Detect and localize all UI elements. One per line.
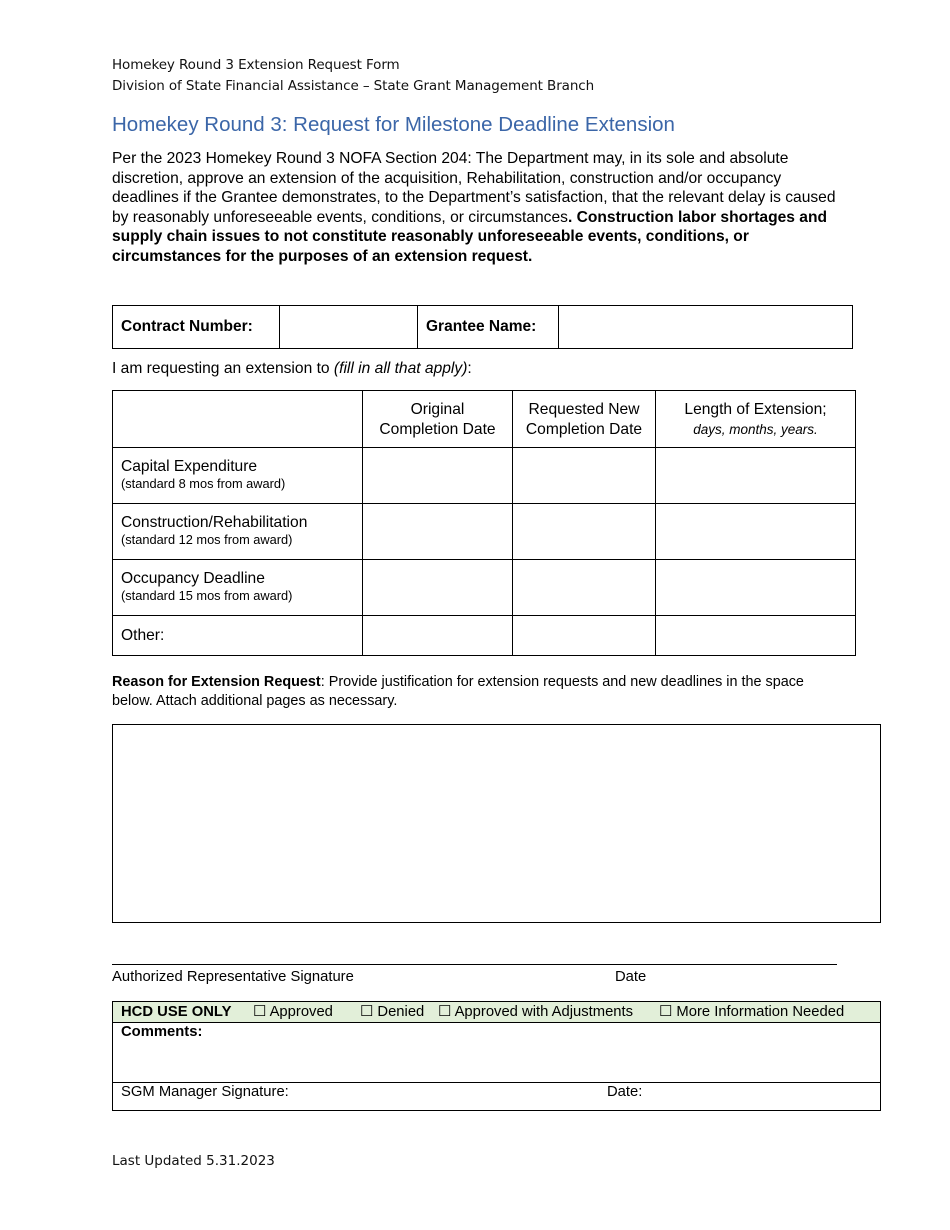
last-updated-footer: Last Updated 5.31.2023 — [112, 1153, 275, 1169]
checkbox-label: Approved — [269, 1004, 333, 1020]
column-header-line1: Original — [410, 401, 465, 418]
reason-description: : Provide justification for extension requests and new deadlines in the space below. Attach additional pages as necessary. — [112, 674, 804, 709]
requested-date-input[interactable] — [513, 504, 656, 560]
column-header-requested — [513, 391, 656, 448]
denied-checkbox[interactable] — [360, 1002, 424, 1022]
hcd-status-bar — [113, 1002, 880, 1023]
division-header: Division of State Financial Assistance – State Grant Management Branch — [112, 78, 595, 94]
row-label: Other: — [121, 627, 165, 644]
column-header-length — [656, 391, 856, 448]
intro-paragraph — [112, 149, 837, 267]
contract-number-field[interactable] — [280, 306, 418, 349]
extension-length-input[interactable] — [656, 504, 856, 560]
row-note: (standard 8 mos from award) — [121, 476, 286, 491]
checkbox-label: More Information Needed — [676, 1004, 845, 1020]
requested-date-input[interactable] — [513, 616, 656, 656]
approved-with-adjustments-checkbox[interactable] — [438, 1002, 633, 1022]
request-suffix: : — [467, 360, 472, 377]
grantee-name-label: Grantee Name: — [418, 306, 559, 349]
row-note: (standard 15 mos from award) — [121, 588, 293, 603]
row-label: Construction/Rehabilitation — [121, 514, 308, 531]
column-header-line1: Requested New — [528, 401, 640, 418]
checkbox-icon: ☐ — [659, 1004, 673, 1020]
row-note: (standard 12 mos from award) — [121, 532, 293, 547]
reason-label: Reason for Extension Request — [112, 674, 321, 690]
table-row — [113, 560, 856, 616]
original-date-input[interactable] — [363, 504, 513, 560]
requested-date-input[interactable] — [513, 560, 656, 616]
row-label-cell — [113, 448, 363, 504]
column-header-line2: days, months, years. — [693, 422, 818, 437]
original-date-input[interactable] — [363, 448, 513, 504]
signature-line[interactable] — [112, 964, 837, 965]
checkbox-icon: ☐ — [438, 1004, 452, 1020]
column-header-line1: Length of Extension; — [684, 401, 827, 418]
checkbox-label: Denied — [377, 1004, 425, 1020]
checkbox-icon: ☐ — [360, 1004, 374, 1020]
reason-instruction — [112, 673, 832, 711]
manager-divider — [113, 1082, 880, 1083]
intro-regular-text: Per the 2023 Homekey Round 3 NOFA Section 204: The Department may, in its sole and absolute discretion, approve an extension of the acquisition, Rehabilitation, construction and/or occupancy deadlines if the Grantee demonstrates, to the Department’s satisfaction, that the relevant delay is caused by reasonably unforeseeable events, conditions, or circumstances — [112, 150, 836, 226]
page-title: Homekey Round 3: Request for Milestone Deadline Extension — [112, 113, 675, 136]
requested-date-input[interactable] — [513, 448, 656, 504]
contract-number-label: Contract Number: — [113, 306, 280, 349]
request-instruction — [112, 360, 472, 378]
checkbox-icon: ☐ — [253, 1004, 267, 1020]
table-row — [113, 616, 856, 656]
row-label: Occupancy Deadline — [121, 570, 265, 587]
original-date-input[interactable] — [363, 560, 513, 616]
form-name-header: Homekey Round 3 Extension Request Form — [112, 57, 400, 73]
row-label-cell — [113, 504, 363, 560]
row-label: Capital Expenditure — [121, 458, 258, 475]
extension-length-input[interactable] — [656, 448, 856, 504]
manager-date-label: Date: — [607, 1084, 643, 1100]
column-header-line2: Completion Date — [525, 421, 643, 438]
more-information-checkbox[interactable] — [659, 1002, 844, 1022]
approved-checkbox[interactable] — [253, 1002, 333, 1022]
signature-label: Authorized Representative Signature — [112, 969, 354, 985]
hcd-title: HCD USE ONLY — [121, 1004, 232, 1020]
extension-table-header — [113, 391, 856, 448]
manager-signature-label: SGM Manager Signature: — [121, 1084, 289, 1100]
reason-input-box[interactable] — [112, 724, 881, 923]
header-empty-cell — [113, 391, 363, 448]
grantee-name-field[interactable] — [559, 306, 853, 349]
row-label-cell — [113, 560, 363, 616]
request-prefix: I am requesting an extension to — [112, 360, 334, 377]
column-header-line2: Completion Date — [379, 421, 496, 438]
extension-table — [112, 390, 856, 656]
intro-bold-text: . Construction labor shortages and supply chain issues to not constitute reasonably unforeseeable events, conditions, or circumstances for the purposes of an extension request. — [112, 208, 827, 265]
extension-length-input[interactable] — [656, 616, 856, 656]
checkbox-label: Approved with Adjustments — [454, 1004, 634, 1020]
hcd-use-only-box — [112, 1001, 881, 1111]
contract-info-table — [112, 305, 853, 349]
row-label-cell — [113, 616, 363, 656]
table-row — [113, 504, 856, 560]
signature-date-label: Date — [615, 969, 647, 985]
request-italic: (fill in all that apply) — [333, 360, 468, 377]
table-row — [113, 448, 856, 504]
original-date-input[interactable] — [363, 616, 513, 656]
comments-label: Comments: — [121, 1024, 203, 1040]
column-header-original — [363, 391, 513, 448]
extension-length-input[interactable] — [656, 560, 856, 616]
